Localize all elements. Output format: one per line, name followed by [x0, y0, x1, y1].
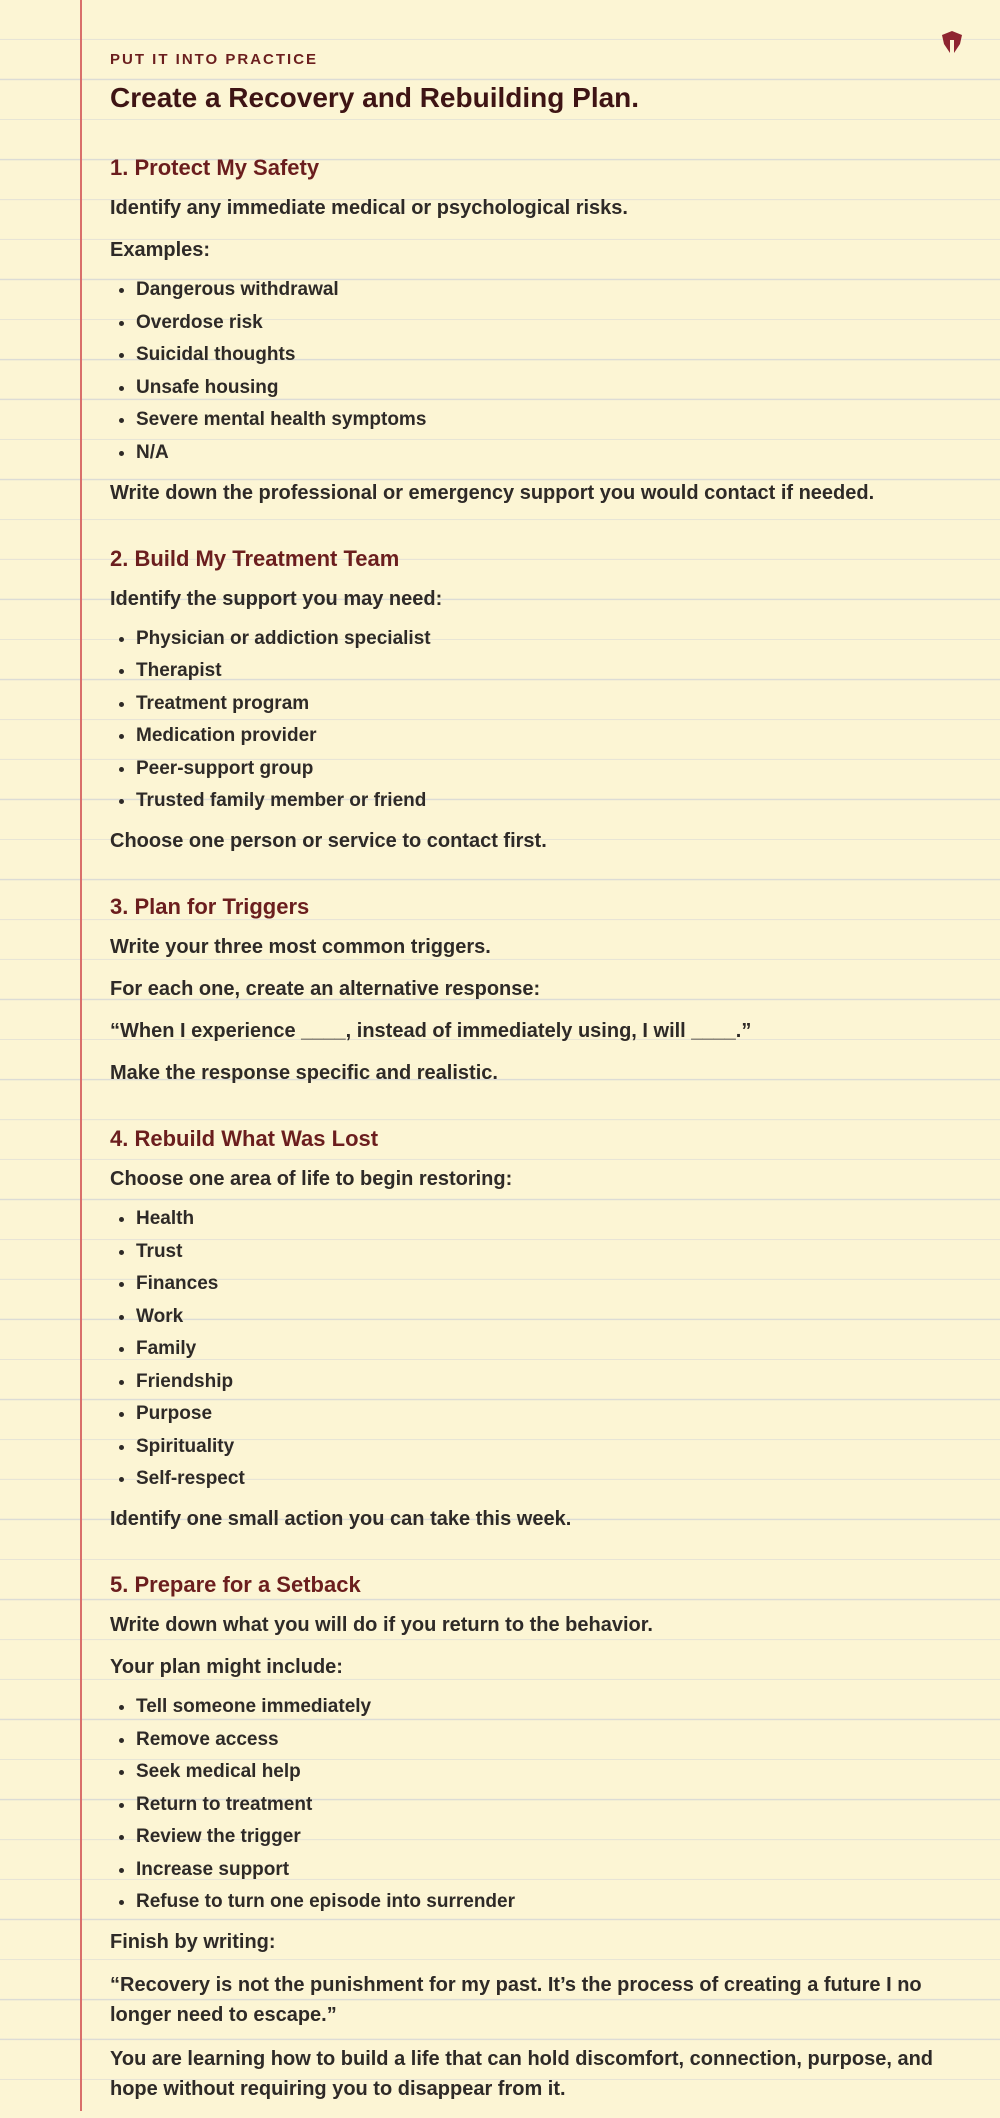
life-area-list [110, 1207, 960, 1491]
list-item: • Trust [136, 1240, 960, 1264]
section-kicker: PUT IT INTO PRACTICE [110, 51, 319, 68]
section-setback [110, 1571, 960, 2104]
list-item: • Therapist [136, 659, 960, 683]
section-treatment-team [110, 545, 960, 856]
section-line: For each one, create an alternative response: [110, 978, 541, 1000]
section-heading: 2. Build My Treatment Team [110, 545, 400, 571]
section-line: Make the response specific and realistic. [110, 1062, 498, 1084]
list-item: • Work [136, 1305, 960, 1329]
section-protect-safety [110, 154, 960, 507]
risk-list [110, 278, 960, 465]
list-item: • Review the trigger [136, 1825, 960, 1849]
list-item: • Spirituality [136, 1435, 960, 1459]
section-outro: Choose one person or service to contact first. [110, 830, 547, 852]
list-item: • Refuse to turn one episode into surrender [136, 1890, 960, 1914]
list-item: • Increase support [136, 1858, 960, 1882]
examples-label: Examples: [110, 239, 211, 261]
section-intro: Identify any immediate medical or psychological risks. [110, 197, 628, 219]
section-intro: Write down what you will do if you return to the behavior. [110, 1614, 653, 1636]
list-item: • Suicidal thoughts [136, 343, 960, 367]
list-item: • Treatment program [136, 692, 960, 716]
section-outro: Write down the professional or emergency support you would contact if needed. [110, 481, 875, 504]
list-item: • Tell someone immediately [136, 1695, 960, 1719]
list-item: • Friendship [136, 1370, 960, 1394]
list-item: • Self-respect [136, 1467, 960, 1491]
list-item: • Peer-support group [136, 757, 960, 781]
section-heading: 5. Prepare for a Setback [110, 1572, 361, 1597]
setback-plan-list [110, 1695, 960, 1914]
list-item: • Dangerous withdrawal [136, 278, 960, 302]
section-intro: Choose one area of life to begin restoring: [110, 1168, 513, 1190]
list-item: • Unsafe housing [136, 376, 960, 400]
list-item: • Overdose risk [136, 311, 960, 335]
list-item: • Physician or addiction specialist [136, 627, 960, 651]
list-item: • Trusted family member or friend [136, 789, 960, 813]
list-item: • Return to treatment [136, 1793, 960, 1817]
notebook-margin-line [80, 0, 82, 2111]
list-item: • Finances [136, 1272, 960, 1296]
section-triggers [110, 893, 960, 1087]
section-outro: Identify one small action you can take this week. [110, 1508, 572, 1530]
section-heading: 1. Protect My Safety [110, 155, 320, 180]
recovery-quote: “Recovery is not the punishment for my past. It’s the process of creating a future I no longer need to escape.” [110, 1974, 922, 2026]
list-item: • Family [136, 1337, 960, 1361]
section-line: Write your three most common triggers. [110, 936, 491, 958]
list-item: • Remove access [136, 1728, 960, 1752]
section-rebuild [110, 1125, 960, 1533]
list-item: • Seek medical help [136, 1760, 960, 1784]
practice-page [110, 50, 960, 2118]
support-list [110, 627, 960, 814]
section-heading: 3. Plan for Triggers [110, 894, 310, 919]
list-item: • N/A [136, 441, 960, 465]
closing-paragraph: You are learning how to build a life that can hold discomfort, connection, purpose, and hope without requiring you to disappear from it. [110, 2048, 934, 2100]
list-item: • Severe mental health symptoms [136, 408, 960, 432]
section-heading: 4. Rebuild What Was Lost [110, 1126, 379, 1151]
list-item: • Health [136, 1207, 960, 1231]
section-intro: Identify the support you may need: [110, 587, 443, 610]
section-outro: Finish by writing: [110, 1931, 276, 1953]
page-title: Create a Recovery and Rebuilding Plan. [110, 82, 640, 113]
trigger-template: “When I experience ____, instead of immediately using, I will ____.” [110, 1020, 752, 1042]
list-item: • Medication provider [136, 724, 960, 748]
section-intro-2: Your plan might include: [110, 1656, 343, 1678]
list-item: • Purpose [136, 1402, 960, 1426]
